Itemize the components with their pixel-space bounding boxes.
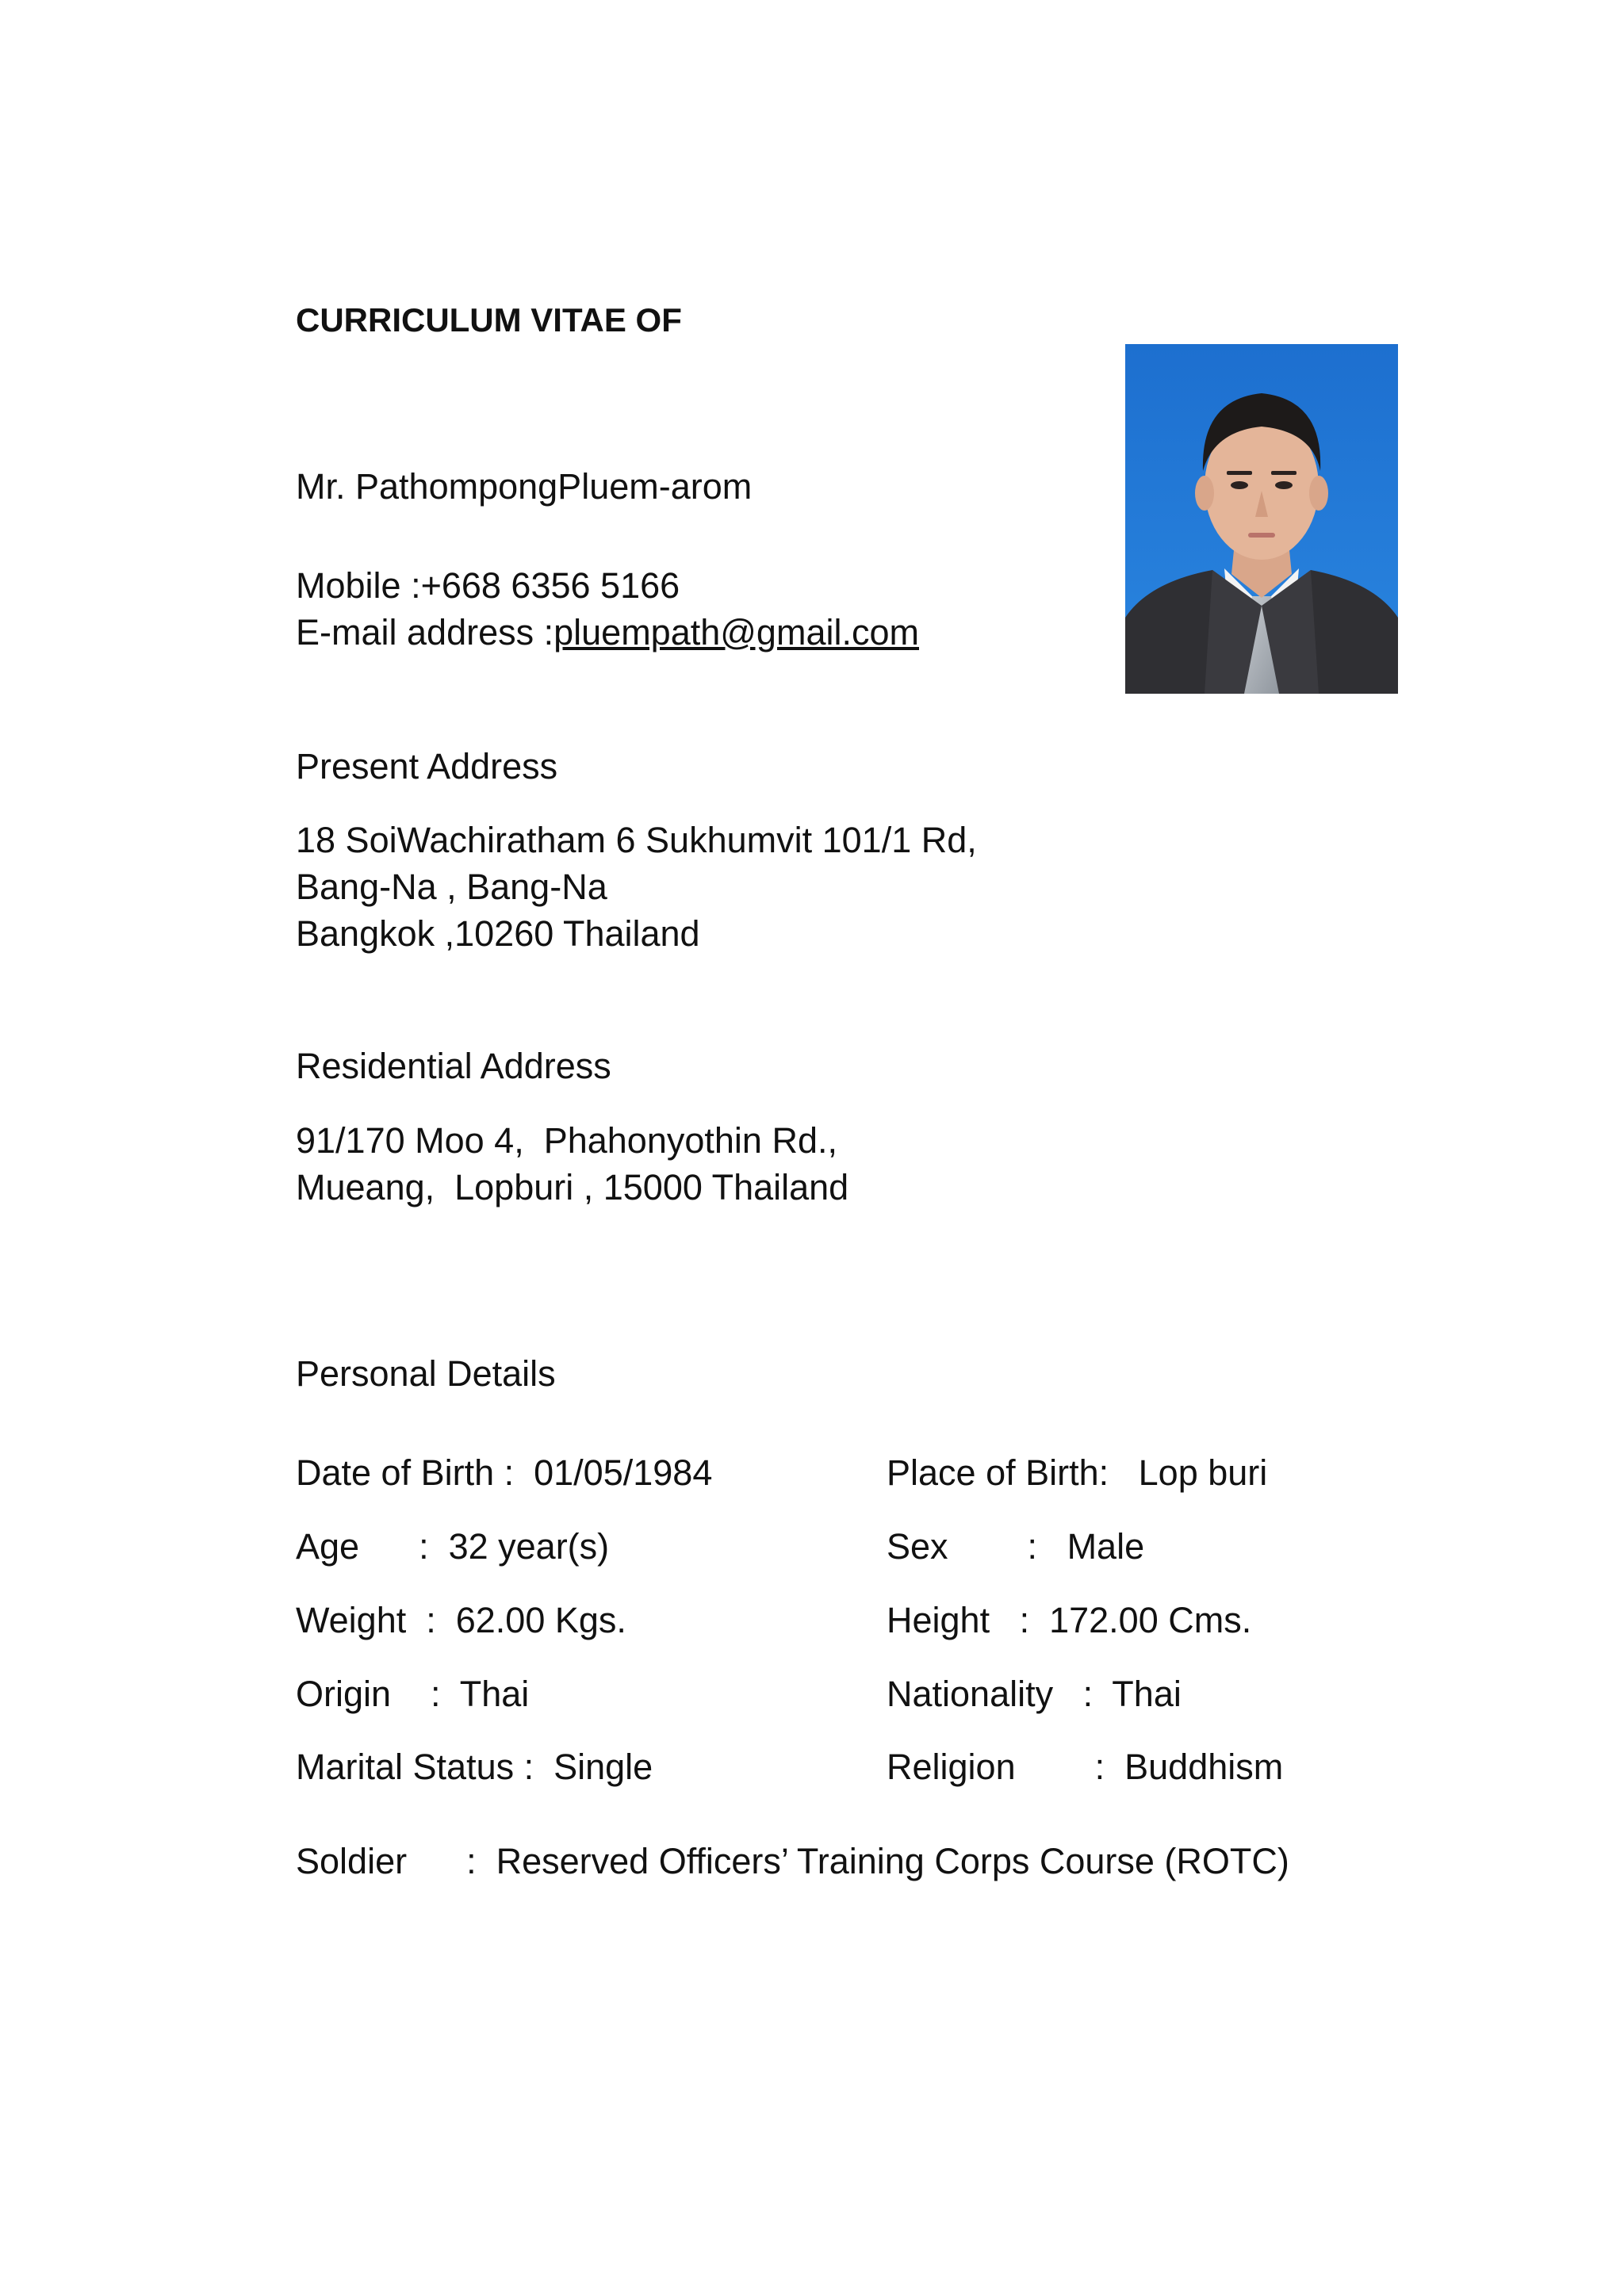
email-link[interactable]: pluempath@gmail.com — [553, 612, 919, 652]
height: Height : 172.00 Cms. — [887, 1600, 1252, 1640]
present-address-heading: Present Address — [296, 746, 558, 786]
religion: Religion : Buddhism — [887, 1747, 1284, 1787]
personal-details-heading: Personal Details — [296, 1353, 556, 1394]
email-line — [296, 609, 919, 656]
profile-photo — [1125, 344, 1398, 694]
residential-address-line-2: Mueang, Lopburi , 15000 Thailand — [296, 1167, 849, 1207]
present-address-line-1: 18 SoiWachiratham 6 Sukhumvit 101/1 Rd, — [296, 820, 977, 860]
mobile-number: Mobile :+668 6356 5166 — [296, 565, 680, 606]
date-of-birth: Date of Birth : 01/05/1984 — [296, 1452, 713, 1493]
marital-status: Marital Status : Single — [296, 1747, 653, 1787]
weight: Weight : 62.00 Kgs. — [296, 1600, 626, 1640]
soldier-status: Soldier : Reserved Officers’ Training Corps Course (ROTC) — [296, 1841, 1289, 1881]
residential-address-heading: Residential Address — [296, 1046, 611, 1086]
present-address-line-2: Bang-Na , Bang-Na — [296, 867, 607, 907]
origin: Origin : Thai — [296, 1674, 530, 1714]
email-label: E-mail address : — [296, 612, 554, 652]
candidate-name: Mr. PathompongPluem-arom — [296, 466, 753, 507]
place-of-birth: Place of Birth: Lop buri — [887, 1452, 1268, 1493]
nationality: Nationality : Thai — [887, 1674, 1182, 1714]
document-title: CURRICULUM VITAE OF — [296, 301, 682, 339]
present-address-line-3: Bangkok ,10260 Thailand — [296, 913, 700, 954]
age: Age : 32 year(s) — [296, 1526, 610, 1567]
sex: Sex : Male — [887, 1526, 1145, 1567]
residential-address-line-1: 91/170 Moo 4, Phahonyothin Rd., — [296, 1120, 837, 1161]
